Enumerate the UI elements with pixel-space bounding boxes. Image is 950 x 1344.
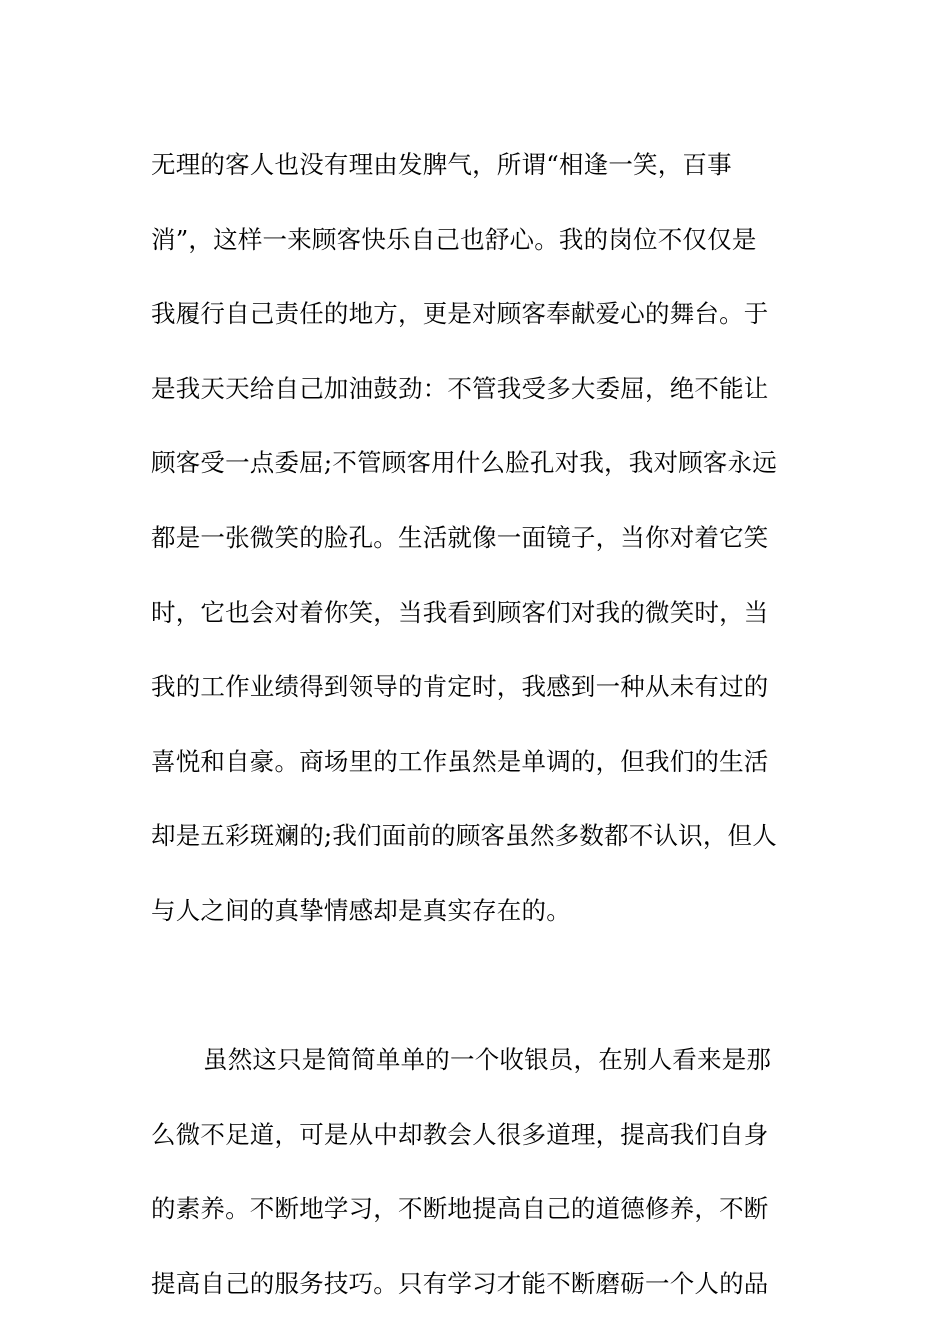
text-line-10: 却是五彩斑斓的;我们面前的顾客虽然多数都不认识，但人 — [151, 821, 777, 851]
paragraph-gap — [151, 949, 811, 1024]
text-line-7: 时，它也会对着你笑，当我看到顾客们对我的微笑时，当 — [151, 597, 769, 627]
text-line-6: 都是一张微笑的脸孔。生活就像一面镜子，当你对着它笑 — [151, 522, 769, 552]
text-line-5: 顾客受一点委屈;不管顾客用什么脸孔对我，我对顾客永远 — [151, 448, 777, 478]
text-line-11: 与人之间的真挚情感却是真实存在的。 — [151, 895, 571, 925]
text-line-14: 的素养。不断地学习，不断地提高自己的道德修养，不断 — [151, 1194, 769, 1224]
text-line-13: 么微不足道，可是从中却教会人很多道理，提高我们自身 — [151, 1119, 769, 1149]
body-text — [151, 128, 811, 1322]
text-line-9: 喜悦和自豪。商场里的工作虽然是单调的，但我们的生活 — [151, 746, 769, 776]
text-line-3: 我履行自己责任的地方，更是对顾客奉献爱心的舞台。于 — [151, 299, 769, 329]
text-line-1: 无理的客人也没有理由发脾气，所谓“相逢一笑，百事 — [151, 150, 732, 179]
text-line-12: 虽然这只是简简单单的一个收银员，在别人看来是那 — [203, 1045, 772, 1075]
text-line-8: 我的工作业绩得到领导的肯定时，我感到一种从未有过的 — [151, 672, 769, 702]
text-line-15: 提高自己的服务技巧。只有学习才能不断磨砺一个人的品 — [151, 1268, 769, 1298]
text-line-4: 是我天天给自己加油鼓劲：不管我受多大委屈，绝不能让 — [151, 373, 769, 403]
text-line-2: 消”，这样一来顾客快乐自己也舒心。我的岗位不仅仅是 — [151, 224, 757, 254]
